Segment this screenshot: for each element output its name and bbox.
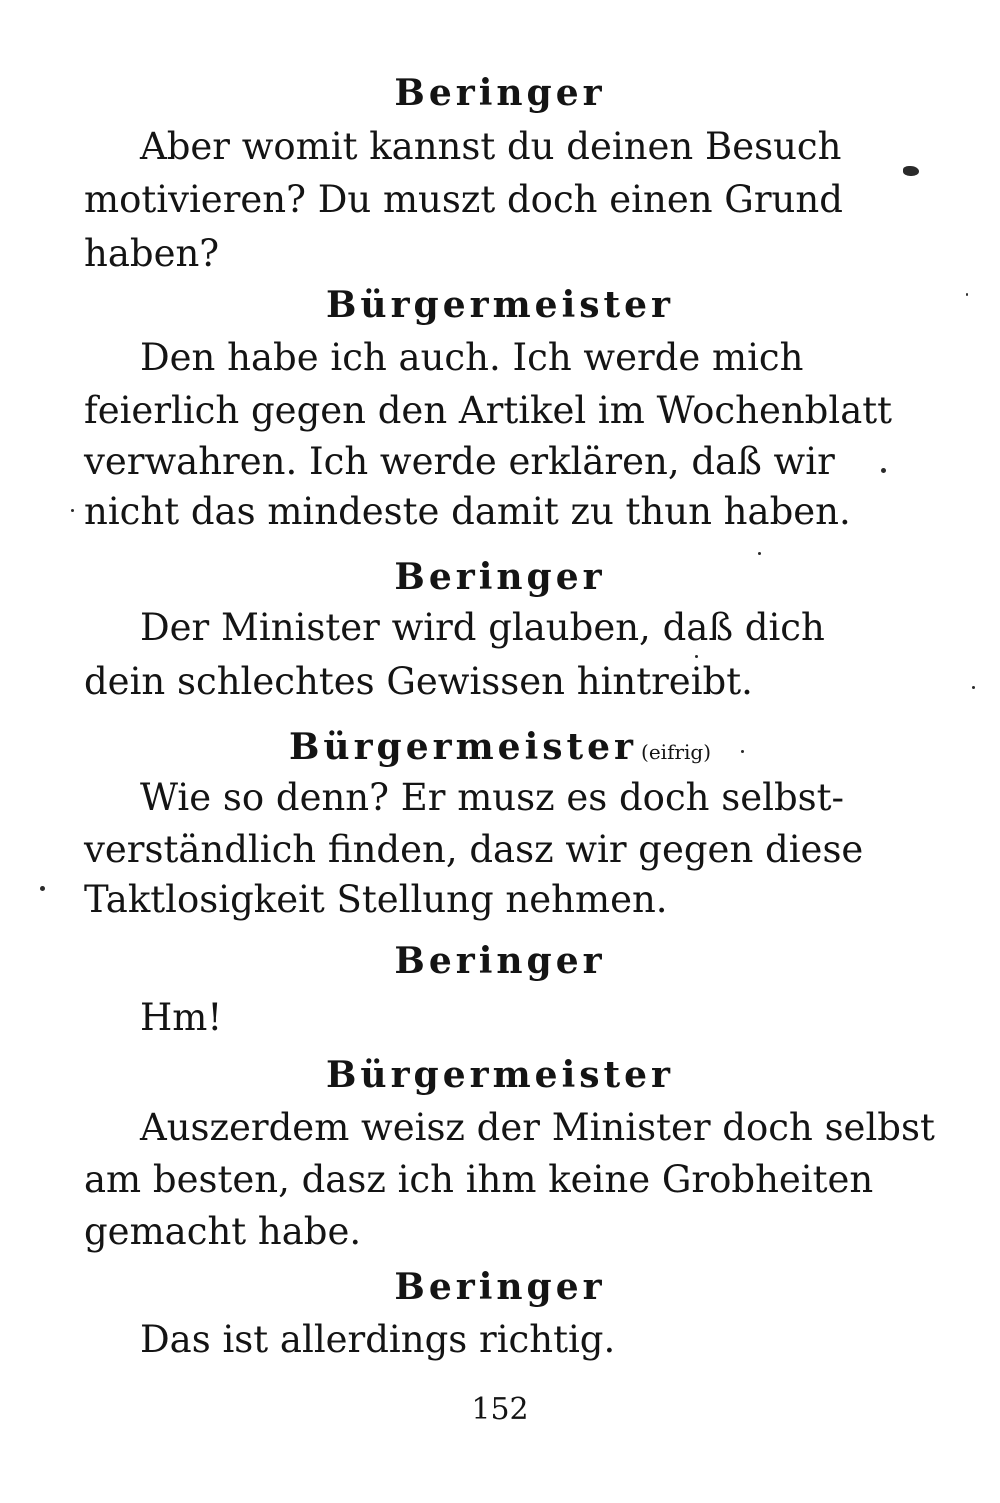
dialogue-line: Der Minister wird glauben, daß dich [140,606,825,649]
dialogue-line: dein schlechtes Gewissen hintreibt. [84,660,753,703]
scan-speck [758,552,761,555]
speaker-name: Beringer [394,72,606,114]
page-number: 152 [471,1392,529,1427]
scan-speck [903,166,919,176]
dialogue-line: feierlich gegen den Artikel im Wochenblatt [84,389,893,432]
dialogue-line: Auszerdem weisz der Minister doch selbst [140,1106,935,1149]
scan-speck [71,509,74,512]
speaker-name: Beringer [394,1266,606,1308]
dialogue-line: Taktlosigkeit Stellung nehmen. [84,878,668,921]
dialogue-line: Das ist allerdings richtig. [140,1318,616,1361]
dialogue-line: haben? [84,232,220,275]
dialogue-line: verwahren. Ich werde erklären, daß wir [84,440,835,483]
dialogue-line: Wie so denn? Er musz es doch selbst- [140,776,845,819]
speaker-name: Beringer [394,556,606,598]
speaker-name: Bürgermeister [325,284,675,326]
speaker-name: Beringer [394,940,606,982]
speaker-name: Bürgermeister [325,1054,675,1096]
dialogue-line: nicht das mindeste damit zu thun haben. [84,490,851,533]
dialogue-line: verständlich finden, dasz wir gegen diese [84,828,864,871]
scan-speck [881,468,886,473]
speaker-header [0,726,1000,768]
speaker-name: Bürgermeister [288,726,638,768]
scan-speck [741,750,744,753]
dialogue-line: Hm! [140,996,223,1039]
dialogue-line: Den habe ich auch. Ich werde mich [140,336,804,379]
scan-speck [695,655,698,658]
stage-direction: (eifrig) [641,740,712,764]
dialogue-line: am besten, dasz ich ihm keine Grobheiten [84,1158,874,1201]
dialogue-line: Aber womit kannst du deinen Besuch [140,125,842,168]
scan-speck [972,686,975,689]
scan-speck [40,886,45,891]
dialogue-line: motivieren? Du muszt doch einen Grund [84,178,843,221]
scan-speck [966,293,968,296]
dialogue-line: gemacht habe. [84,1210,362,1253]
